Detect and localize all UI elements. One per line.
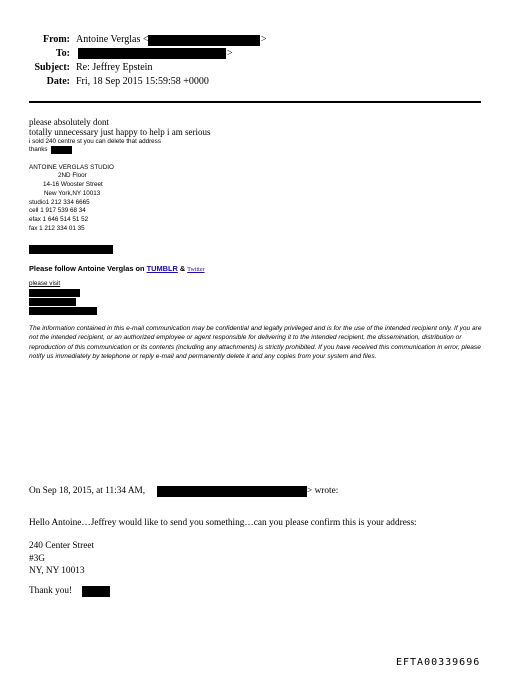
signature-floor: 2ND Floor	[58, 172, 87, 179]
quoted-intro: On Sep 18, 2015, at 11:34 AM,	[29, 486, 146, 496]
signature-city: New York,NY 10013	[44, 190, 101, 197]
reply-line-2: totally unnecessary just happy to help i am serious	[29, 127, 211, 137]
quoted-greeting: Hello Antoine…Jeffrey would like to send you something…can you please confirm this is your address:	[29, 518, 417, 528]
date-value: Fri, 18 Sep 2015 15:59:58 +0000	[76, 76, 209, 87]
reply-line-1: please absolutely dont	[29, 117, 109, 127]
redaction-visit-link-1	[29, 289, 80, 297]
follow-line	[29, 264, 205, 273]
signature-efax: efax 1 646 514 51 52	[29, 216, 89, 223]
signature-studio: ANTOINE VERGLAS STUDIO	[29, 164, 114, 171]
redaction-quoted-signoff	[82, 586, 110, 597]
from-value: Antoine Verglas <	[76, 34, 149, 45]
tumblr-link[interactable]: TUMBLR	[146, 264, 178, 273]
reply-line-4: thanks	[29, 146, 48, 153]
redaction-signature-block	[29, 245, 113, 254]
redaction-visit-link-2	[29, 298, 76, 306]
quoted-thanks: Thank you!	[29, 586, 73, 596]
visit-label: please visit	[29, 280, 61, 287]
redaction-to-email	[78, 48, 226, 59]
follow-prefix: Please follow Antoine Verglas on	[29, 264, 147, 273]
document-id: EFTA00339696	[396, 657, 481, 668]
signature-street: 14-16 Wooster Street	[43, 181, 103, 188]
quoted-address-1: 240 Center Street	[29, 541, 95, 551]
quoted-wrote: > wrote:	[307, 486, 339, 496]
quoted-address-2: #3G	[29, 554, 46, 564]
subject-value: Re: Jeffrey Epstein	[76, 62, 153, 73]
redaction-thanks-name	[51, 146, 72, 154]
reply-line-3: i sold 240 centre st you can delete that address	[29, 138, 161, 145]
quoted-address-3: NY, NY 10013	[29, 566, 85, 576]
subject-label: Subject:	[34, 62, 70, 73]
signature-studio-phone: studio1 212 334 6665	[29, 199, 90, 206]
header-divider	[29, 101, 481, 103]
confidentiality-disclaimer: The information contained in this e-mail communication may be confidential and legally privileged and is for the use of the intended recipient only. If you are not the intended recipient, or an authorized employee or agent responsible for delivering it to the intended recipient, the dissemination, distribution or reproduction of this communication or its contents (including any attachments) is strictly prohibited. If you have received this communication in error, please notify us immediately by telephone or reply e-mail and permanently delete it and any copies from your system and files.	[29, 325, 482, 360]
date-label: Date:	[46, 76, 70, 87]
redaction-quoted-sender	[157, 486, 307, 497]
from-label: From:	[42, 34, 70, 45]
redaction-visit-link-3	[29, 307, 97, 315]
twitter-link[interactable]: Twitter	[187, 267, 205, 273]
to-close: >	[227, 48, 233, 59]
signature-cell: cell 1 917 539 68 34	[29, 207, 86, 214]
follow-amp: &	[177, 264, 188, 273]
from-close: >	[261, 34, 267, 45]
to-label: To:	[55, 48, 70, 59]
signature-fax: fax 1 212 334 01 35	[29, 225, 85, 232]
redaction-from-email	[148, 35, 260, 46]
